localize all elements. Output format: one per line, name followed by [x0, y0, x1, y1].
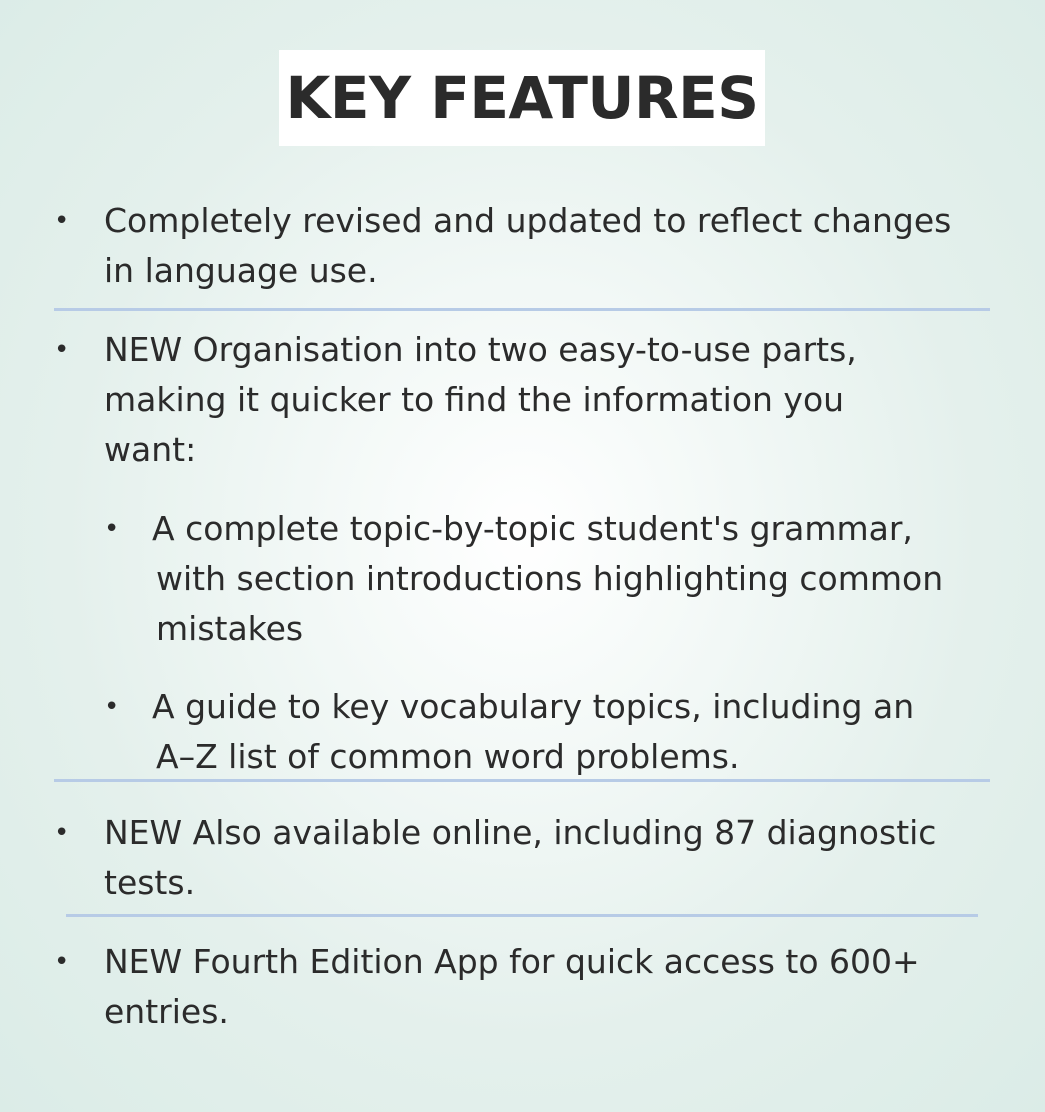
feature-4-line-1: NEW Fourth Edition App for quick access to 600+ [104, 942, 920, 981]
feature-3-line-2: tests. [104, 863, 196, 902]
sub-feature-2-line-2: A–Z list of common word problems. [156, 737, 740, 776]
sub-bullet: • [104, 692, 120, 722]
sub-feature-1-line-3: mistakes [156, 609, 304, 648]
feature-2-line-3: want: [104, 430, 197, 469]
divider [54, 308, 990, 311]
feature-4-line-2: entries. [104, 992, 229, 1031]
divider [54, 779, 990, 782]
bullet: • [54, 818, 70, 848]
title-box [279, 50, 765, 146]
feature-3-line-1: NEW Also available online, including 87 diagnostic [104, 813, 937, 852]
page-title: KEY FEATURES [285, 64, 759, 132]
sub-feature-1-line-2: with section introductions highlighting common [156, 559, 944, 598]
bullet: • [54, 335, 70, 365]
bullet: • [54, 206, 70, 236]
bullet: • [54, 947, 70, 977]
feature-1-line-1: Completely revised and updated to reflect changes [104, 201, 952, 240]
sub-feature-1-line-1: A complete topic-by-topic student's grammar, [152, 509, 913, 548]
sub-feature-2-line-1: A guide to key vocabulary topics, including an [152, 687, 915, 726]
feature-1-line-2: in language use. [104, 251, 378, 290]
feature-2-line-1: NEW Organisation into two easy-to-use parts, [104, 330, 857, 369]
sub-bullet: • [104, 514, 120, 544]
feature-2-line-2: making it quicker to find the information you [104, 380, 845, 419]
divider [66, 914, 978, 917]
